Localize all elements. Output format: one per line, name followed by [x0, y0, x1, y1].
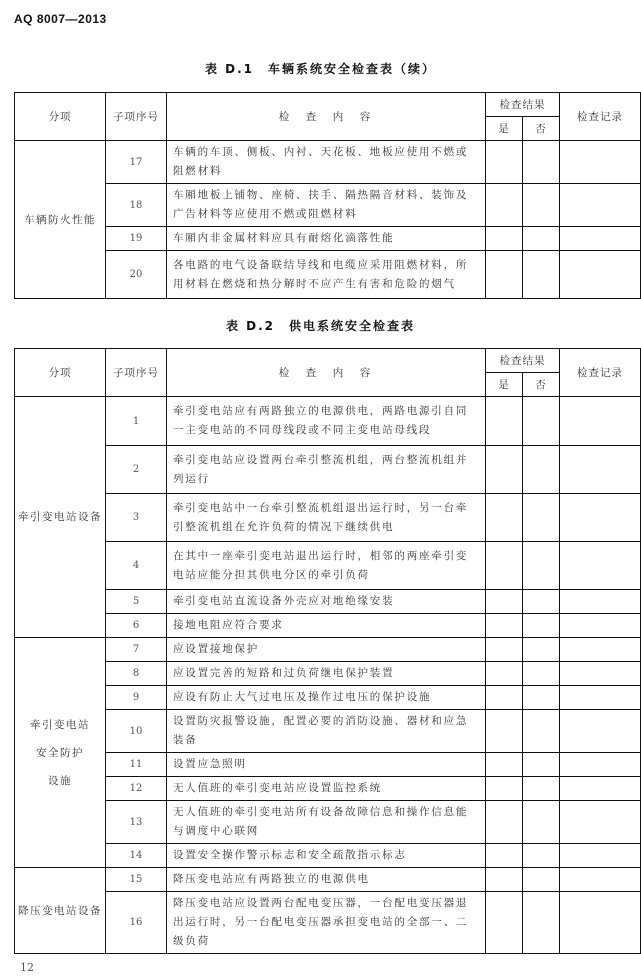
check-record-cell[interactable]	[560, 686, 641, 710]
check-content: 设置应急照明	[167, 753, 486, 777]
table-row	[15, 892, 641, 954]
result-no-cell[interactable]	[523, 892, 560, 954]
result-no-cell[interactable]	[523, 638, 560, 662]
result-yes-cell[interactable]	[486, 710, 523, 753]
check-content: 降压变电站应设置两台配电变压器，一台配电变压器退出运行时，另一台配电变压器承担变电站的全部一、二级负荷	[167, 892, 486, 954]
sub-item-number: 18	[106, 184, 167, 227]
table-row	[15, 614, 641, 638]
sub-item-number: 6	[106, 614, 167, 638]
table-row	[15, 446, 641, 494]
check-record-cell[interactable]	[560, 753, 641, 777]
check-content: 各电路的电气设备联结导线和电缆应采用阻燃材料，所用材料在燃烧和热分解时不应产生有害和危险的烟气	[167, 251, 486, 299]
check-record-cell[interactable]	[560, 614, 641, 638]
check-content: 牵引变电站应有两路独立的电源供电，两路电源引自同一主变电站的不同母线段或不同主变电站母线段	[167, 397, 486, 446]
result-no-cell[interactable]	[523, 801, 560, 844]
table-row	[15, 686, 641, 710]
table-row	[15, 777, 641, 801]
sub-item-number: 15	[106, 868, 167, 892]
result-yes-cell[interactable]	[486, 397, 523, 446]
sub-item-number: 2	[106, 446, 167, 494]
check-record-cell[interactable]	[560, 801, 641, 844]
check-content: 牵引变电站应设置两台牵引整流机组，两台整流机组并列运行	[167, 446, 486, 494]
sub-item-number: 1	[106, 397, 167, 446]
category-cell	[15, 141, 106, 299]
result-no-cell[interactable]	[523, 141, 560, 184]
check-content: 牵引变电站直流设备外壳应对地绝缘安装	[167, 590, 486, 614]
column-header-no: 否	[523, 373, 560, 397]
sub-item-number: 7	[106, 638, 167, 662]
sub-item-number: 3	[106, 494, 167, 542]
result-yes-cell[interactable]	[486, 141, 523, 184]
column-header-category: 分项	[15, 349, 106, 397]
check-record-cell[interactable]	[560, 590, 641, 614]
table-d2-power-supply-checklist	[14, 348, 641, 954]
check-content: 在其中一座牵引变电站退出运行时，相邻的两座牵引变电站应能分担其供电分区的牵引负荷	[167, 542, 486, 590]
table-row	[15, 801, 641, 844]
table-row	[15, 494, 641, 542]
result-no-cell[interactable]	[523, 777, 560, 801]
sub-item-number: 10	[106, 710, 167, 753]
check-record-cell[interactable]	[560, 184, 641, 227]
check-record-cell[interactable]	[560, 397, 641, 446]
table-row	[15, 227, 641, 251]
check-content: 应设置完善的短路和过负荷继电保护装置	[167, 662, 486, 686]
sub-item-number: 8	[106, 662, 167, 686]
column-header-yes: 是	[486, 117, 523, 141]
table-row	[15, 397, 641, 446]
check-record-cell[interactable]	[560, 542, 641, 590]
result-yes-cell[interactable]	[486, 638, 523, 662]
result-yes-cell[interactable]	[486, 227, 523, 251]
document-number: AQ 8007—2013	[14, 12, 107, 26]
result-no-cell[interactable]	[523, 590, 560, 614]
result-yes-cell[interactable]	[486, 184, 523, 227]
result-no-cell[interactable]	[523, 397, 560, 446]
check-content: 应设置接地保护	[167, 638, 486, 662]
result-yes-cell[interactable]	[486, 542, 523, 590]
result-no-cell[interactable]	[523, 227, 560, 251]
check-record-cell[interactable]	[560, 662, 641, 686]
result-yes-cell[interactable]	[486, 844, 523, 868]
table-d1-title: 表 D.1 车辆系统安全检查表（续）	[204, 62, 437, 76]
category-cell	[15, 638, 106, 868]
category-label: 牵引变电站 安全防护 设施	[30, 718, 90, 787]
result-no-cell[interactable]	[523, 868, 560, 892]
sub-item-number: 5	[106, 590, 167, 614]
result-no-cell[interactable]	[523, 844, 560, 868]
check-record-cell[interactable]	[560, 494, 641, 542]
sub-item-number: 9	[106, 686, 167, 710]
result-yes-cell[interactable]	[486, 801, 523, 844]
check-record-cell[interactable]	[560, 710, 641, 753]
check-content: 设置防灾报警设施，配置必要的消防设施、器材和应急装备	[167, 710, 486, 753]
check-content: 车厢内非金属材料应具有耐熔化滴落性能	[167, 227, 486, 251]
column-header-no: 否	[523, 117, 560, 141]
check-record-cell[interactable]	[560, 446, 641, 494]
check-content: 无人值班的牵引变电站应设置监控系统	[167, 777, 486, 801]
table-d1-vehicle-safety-checklist	[14, 92, 641, 299]
table-row	[15, 753, 641, 777]
check-record-cell[interactable]	[560, 777, 641, 801]
result-no-cell[interactable]	[523, 614, 560, 638]
column-header-sub-number: 子项序号	[106, 349, 167, 397]
check-content: 无人值班的牵引变电站所有设备故障信息和操作信息能与调度中心联网	[167, 801, 486, 844]
table-row	[15, 542, 641, 590]
column-header-category: 分项	[15, 93, 106, 141]
table-row	[15, 868, 641, 892]
result-no-cell[interactable]	[523, 251, 560, 299]
result-yes-cell[interactable]	[486, 251, 523, 299]
column-header-result: 检查结果	[486, 93, 560, 117]
category-label: 车辆防火性能	[24, 213, 96, 226]
result-no-cell[interactable]	[523, 662, 560, 686]
table-row	[15, 251, 641, 299]
category-label: 牵引变电站设备	[18, 511, 102, 523]
check-record-cell[interactable]	[560, 227, 641, 251]
sub-item-number: 16	[106, 892, 167, 954]
column-header-result: 检查结果	[486, 349, 560, 373]
result-no-cell[interactable]	[523, 446, 560, 494]
check-record-cell[interactable]	[560, 638, 641, 662]
check-record-cell[interactable]	[560, 141, 641, 184]
column-header-yes: 是	[486, 373, 523, 397]
table-d2-title: 表 D.2 供电系统安全检查表	[225, 319, 416, 333]
result-yes-cell[interactable]	[486, 446, 523, 494]
table-row	[15, 590, 641, 614]
table-row	[15, 141, 641, 184]
check-content: 牵引变电站中一台牵引整流机组退出运行时，另一台牵引整流机组在允许负荷的情况下继续供电	[167, 494, 486, 542]
sub-item-number: 19	[106, 227, 167, 251]
result-no-cell[interactable]	[523, 710, 560, 753]
result-no-cell[interactable]	[523, 753, 560, 777]
check-record-cell[interactable]	[560, 868, 641, 892]
check-content: 降压变电站应有两路独立的电源供电	[167, 868, 486, 892]
result-yes-cell[interactable]	[486, 777, 523, 801]
table-row	[15, 638, 641, 662]
check-content: 设置安全操作警示标志和安全疏散指示标志	[167, 844, 486, 868]
table-row	[15, 184, 641, 227]
category-label: 降压变电站设备	[18, 904, 102, 917]
check-record-cell[interactable]	[560, 251, 641, 299]
check-content: 接地电阻应符合要求	[167, 614, 486, 638]
sub-item-number: 17	[106, 141, 167, 184]
sub-item-number: 20	[106, 251, 167, 299]
column-header-sub-number: 子项序号	[106, 93, 167, 141]
check-content: 车厢地板上铺物、座椅、扶手、隔热隔音材料、装饰及广告材料等应使用不燃或阻燃材料	[167, 184, 486, 227]
column-header-record: 检查记录	[560, 349, 641, 397]
check-content: 应设有防止大气过电压及操作过电压的保护设施	[167, 686, 486, 710]
table-row	[15, 710, 641, 753]
result-no-cell[interactable]	[523, 542, 560, 590]
sub-item-number: 13	[106, 801, 167, 844]
sub-item-number: 14	[106, 844, 167, 868]
result-yes-cell[interactable]	[486, 662, 523, 686]
sub-item-number: 11	[106, 753, 167, 777]
header-row	[15, 349, 641, 373]
column-header-content: 检 查 内 容	[167, 93, 486, 141]
result-no-cell[interactable]	[523, 494, 560, 542]
sub-item-number: 12	[106, 777, 167, 801]
check-record-cell[interactable]	[560, 892, 641, 954]
result-yes-cell[interactable]	[486, 494, 523, 542]
result-yes-cell[interactable]	[486, 590, 523, 614]
result-yes-cell[interactable]	[486, 614, 523, 638]
result-no-cell[interactable]	[523, 184, 560, 227]
table-row	[15, 844, 641, 868]
result-yes-cell[interactable]	[486, 892, 523, 954]
table-row	[15, 662, 641, 686]
check-content: 车辆的车顶、侧板、内衬、天花板、地板应使用不燃或阻燃材料	[167, 141, 486, 184]
check-record-cell[interactable]	[560, 844, 641, 868]
sub-item-number: 4	[106, 542, 167, 590]
column-header-record: 检查记录	[560, 93, 641, 141]
column-header-content: 检 查 内 容	[167, 349, 486, 397]
page-number: 12	[20, 961, 34, 974]
header-row	[15, 93, 641, 117]
category-cell	[15, 868, 106, 954]
result-yes-cell[interactable]	[486, 753, 523, 777]
result-yes-cell[interactable]	[486, 686, 523, 710]
result-no-cell[interactable]	[523, 686, 560, 710]
category-cell	[15, 397, 106, 638]
result-yes-cell[interactable]	[486, 868, 523, 892]
